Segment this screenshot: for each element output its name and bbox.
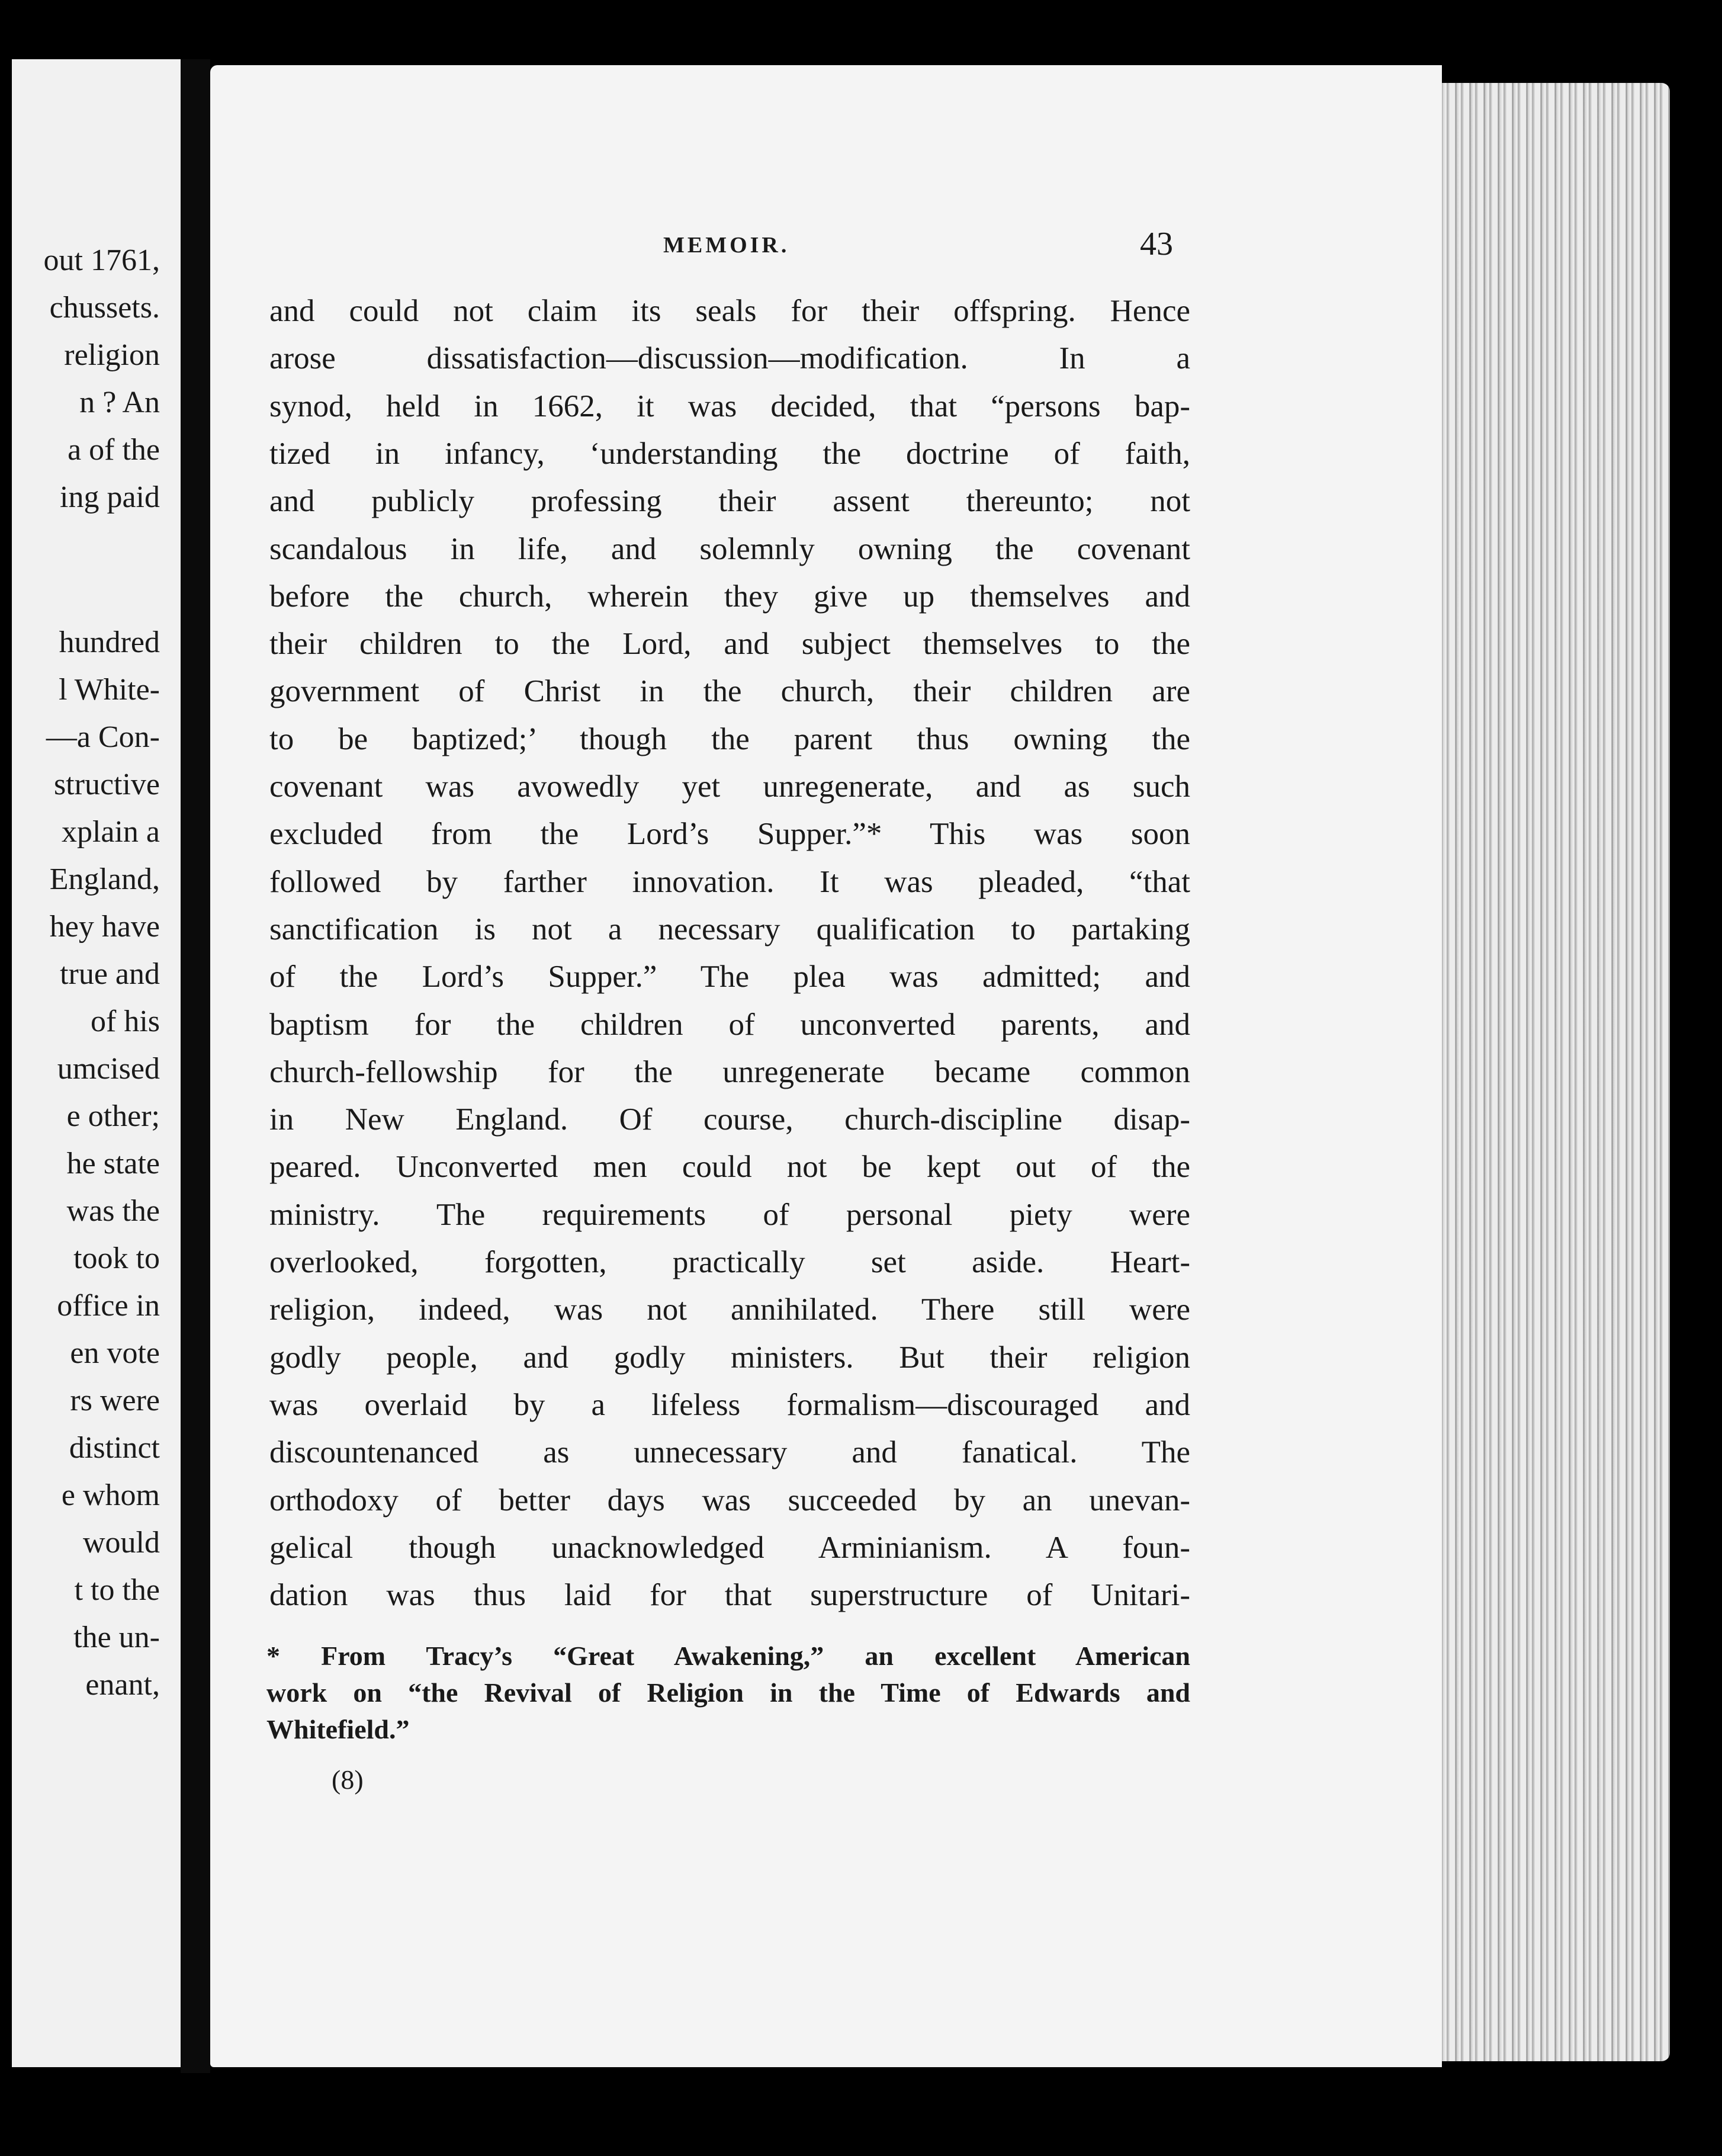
footnote-line: Whitefield.” [266, 1714, 410, 1744]
body-line: orthodoxy of better days was succeeded by an unevan- [269, 1483, 1190, 1517]
left-page-line: hundred [59, 625, 160, 659]
body-line: of the Lord’s Supper.” The plea was admitted; and [269, 960, 1190, 994]
body-line: sanctification is not a necessary qualification to partaking [269, 912, 1190, 947]
left-page-line: —a Con- [46, 720, 160, 754]
left-page-line: structive [53, 768, 160, 801]
body-line: and publicly professing their assent thereunto; not [269, 484, 1190, 518]
body-line: church-fellowship for the unregenerate became common [269, 1055, 1190, 1089]
left-page-line: en vote [70, 1336, 160, 1370]
body-line: government of Christ in the church, their children are [269, 674, 1190, 708]
body-line: scandalous in life, and solemnly owning the covenant [269, 532, 1190, 566]
left-page-line: hey have [49, 910, 160, 944]
body-line: baptism for the children of unconverted parents, and [269, 1008, 1190, 1042]
body-line: overlooked, forgotten, practically set aside. Heart- [269, 1245, 1190, 1279]
left-page-line: e other; [66, 1099, 160, 1133]
left-page-line: religion [64, 338, 160, 372]
left-page-line: was the [66, 1194, 160, 1228]
footnote-line: * From Tracy’s “Great Awakening,” an excellent American [266, 1641, 1190, 1671]
body-line: arose dissatisfaction—discussion—modification. In a [269, 341, 1190, 376]
body-line: in New England. Of course, church-discipline disap- [269, 1102, 1190, 1137]
body-line: before the church, wherein they give up themselves and [269, 579, 1190, 614]
body-line: synod, held in 1662, it was decided, that “persons bap- [269, 389, 1190, 424]
left-page-line: ing paid [60, 480, 160, 514]
body-line: covenant was avowedly yet unregenerate, and as such [269, 769, 1190, 804]
left-page-line: office in [57, 1289, 160, 1323]
signature-mark: (8) [332, 1764, 364, 1795]
body-line: discountenanced as unnecessary and fanatical. The [269, 1435, 1190, 1470]
left-page-line: chussets. [49, 291, 160, 325]
left-page-line: would [83, 1526, 160, 1560]
body-line: and could not claim its seals for their offspring. Hence [269, 294, 1190, 328]
footnote-line: work on “the Revival of Religion in the Time of Edwards and [266, 1677, 1190, 1708]
left-page-line: t to the [74, 1573, 160, 1607]
body-line: excluded from the Lord’s Supper.”* This was soon [269, 817, 1190, 851]
left-page-line: out 1761, [43, 243, 160, 277]
body-line: ministry. The requirements of personal piety were [269, 1198, 1190, 1232]
body-line: dation was thus laid for that superstructure of Unitari- [269, 1578, 1190, 1612]
left-page-line: England, [49, 862, 160, 896]
running-head: MEMOIR. [663, 233, 790, 258]
left-page-line: a of the [68, 433, 160, 467]
body-line: religion, indeed, was not annihilated. There still were [269, 1292, 1190, 1327]
page-number: 43 [1140, 226, 1173, 262]
left-page-line: enant, [85, 1668, 160, 1702]
left-page-line: rs were [70, 1384, 160, 1417]
left-page-line: of his [91, 1005, 160, 1038]
left-page-line: e whom [61, 1478, 160, 1512]
body-line: to be baptized;’ though the parent thus owning the [269, 722, 1190, 756]
left-page-line: the un- [73, 1621, 160, 1654]
page-edges [1421, 83, 1670, 2061]
body-line: gelical though unacknowledged Arminianism. A foun- [269, 1531, 1190, 1565]
body-line: followed by farther innovation. It was pleaded, “that [269, 865, 1190, 899]
body-line: tized in infancy, ‘understanding the doctrine of faith, [269, 437, 1190, 471]
body-line: godly people, and godly ministers. But their religion [269, 1340, 1190, 1375]
body-line: their children to the Lord, and subject themselves to the [269, 627, 1190, 661]
book-gutter [181, 59, 210, 2073]
left-page-line: umcised [57, 1052, 160, 1086]
facing-page-left [12, 59, 181, 2067]
left-page-line: took to [73, 1241, 160, 1275]
left-page-line: true and [60, 957, 160, 991]
left-page-line: l White- [59, 673, 160, 707]
left-page-line: he state [66, 1147, 160, 1180]
body-line: peared. Unconverted men could not be kept out of the [269, 1150, 1190, 1184]
body-line: was overlaid by a lifeless formalism—discouraged and [269, 1388, 1190, 1422]
left-page-line: n ? An [79, 386, 160, 419]
left-page-line: xplain a [61, 815, 160, 849]
left-page-line: distinct [69, 1431, 160, 1465]
